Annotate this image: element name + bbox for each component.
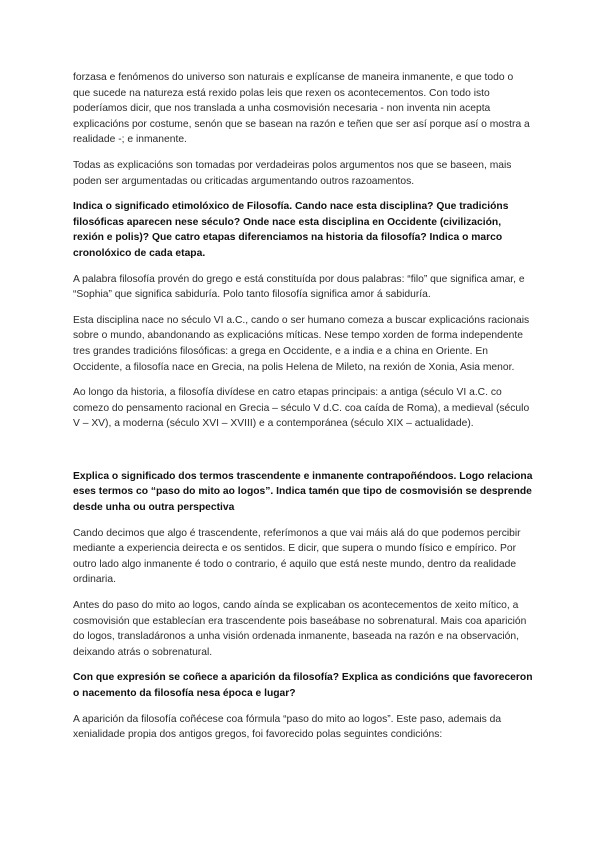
paragraph: forzasa e fenómenos do universo son naturais e explícanse de maneira inmanente, e que todo o que sucede na natureza está rexido polas leis que rexen os acontecementos. Con todo isto poderíamos dicir, que nos translada a unha cosmovisión necesaria - non inventa nin acepta explicacións por costume, senón que se basean na razón e teñen que ser así porque así o mostra a realidade -; e inmanente.	[73, 72, 530, 146]
paragraph: Esta disciplina nace no século VI a.C., cando o ser humano comeza a buscar explicacións racionais sobre o mundo, abandonando as explicacións míticas. Nese tempo xorden de forma independente tres grandes tradicións filosóficas: a grega en Occidente, e a india e a china en Oriente. En Occidente, a filosofía nace en Grecia, na polis Helena de Mileto, na rexión de Xonia, Asia menor.	[73, 314, 530, 373]
paragraph: Antes do paso do mito ao logos, cando aínda se explicaban os acontecementos de xeito mítico, a cosmovisión que establecían era trascendente pois baseábase no sobrenatural. Mais coa aparición do logos, transladáronos a unha visión ordenada inmanente, baseada na razón e na observación, deixando atrás o sobrenatural.	[73, 600, 527, 658]
paragraph: A aparición da filosofía coñécese coa fórmula “paso do mito ao logos”. Este paso, ademais da xenialidade propia dos antigos gregos, foi favorecido polas seguintes condicións:	[73, 713, 502, 741]
question-heading: Explica o significado dos termos trascendente e inmanente contrapoñéndoos. Logo relaciona eses termos co “paso do mito ao logos”. Indica tamén que tipo de cosmovisión se desprende desde unha ou outra perspectiva	[73, 470, 533, 514]
paragraph: Cando decimos que algo é trascendente, referímonos a que vai máis alá do que podemos percibir mediante a experiencia deirecta e os sentidos. E dicir, que supera o mundo físico e empírico. Por outro lado algo inmanente é todo o contrario, é aquilo que está neste mundo, dentro da realidade ordinaria.	[73, 527, 521, 586]
paragraph: Todas as explicacións son tomadas por verdadeiras polos argumentos nos que se baseen, mais poden ser argumentadas ou criticadas argumentando outros razoamentos.	[73, 159, 512, 187]
paragraph: Ao longo da historia, a filosofía divídese en catro etapas principais: a antiga (século VI a.C. co comezo do pensamento racional en Grecia – século V d.C. coa caída de Roma), a medieval (século V – XV), a moderna (século XVI – XVIII) e a contemporánea (século XIX – actualidade).	[73, 387, 530, 430]
paragraph: A palabra filosofía provén do grego e está constituída por dous palabras: “filo” que significa amar, e “Sophia” que significa sabiduría. Polo tanto filosofía significa amor á sabiduría.	[73, 273, 525, 301]
question-heading: Con que expresión se coñece a aparición da filosofía? Explica as condicións que favoreceron o nacemento da filosofía nesa época e lugar?	[73, 672, 533, 699]
section-spacer	[73, 442, 533, 469]
question-heading: Indica o significado etimolóxico de Filosofía. Cando nace esta disciplina? Que tradicións filosóficas aparecen nese século? Onde nace esta disciplina en Occidente (civilización, rexión e polis)? Que catro etapas diferenciamos na historia da filosofía? Indica o marco cronolóxico de cada etapa.	[73, 201, 509, 259]
document-body	[73, 70, 533, 753]
